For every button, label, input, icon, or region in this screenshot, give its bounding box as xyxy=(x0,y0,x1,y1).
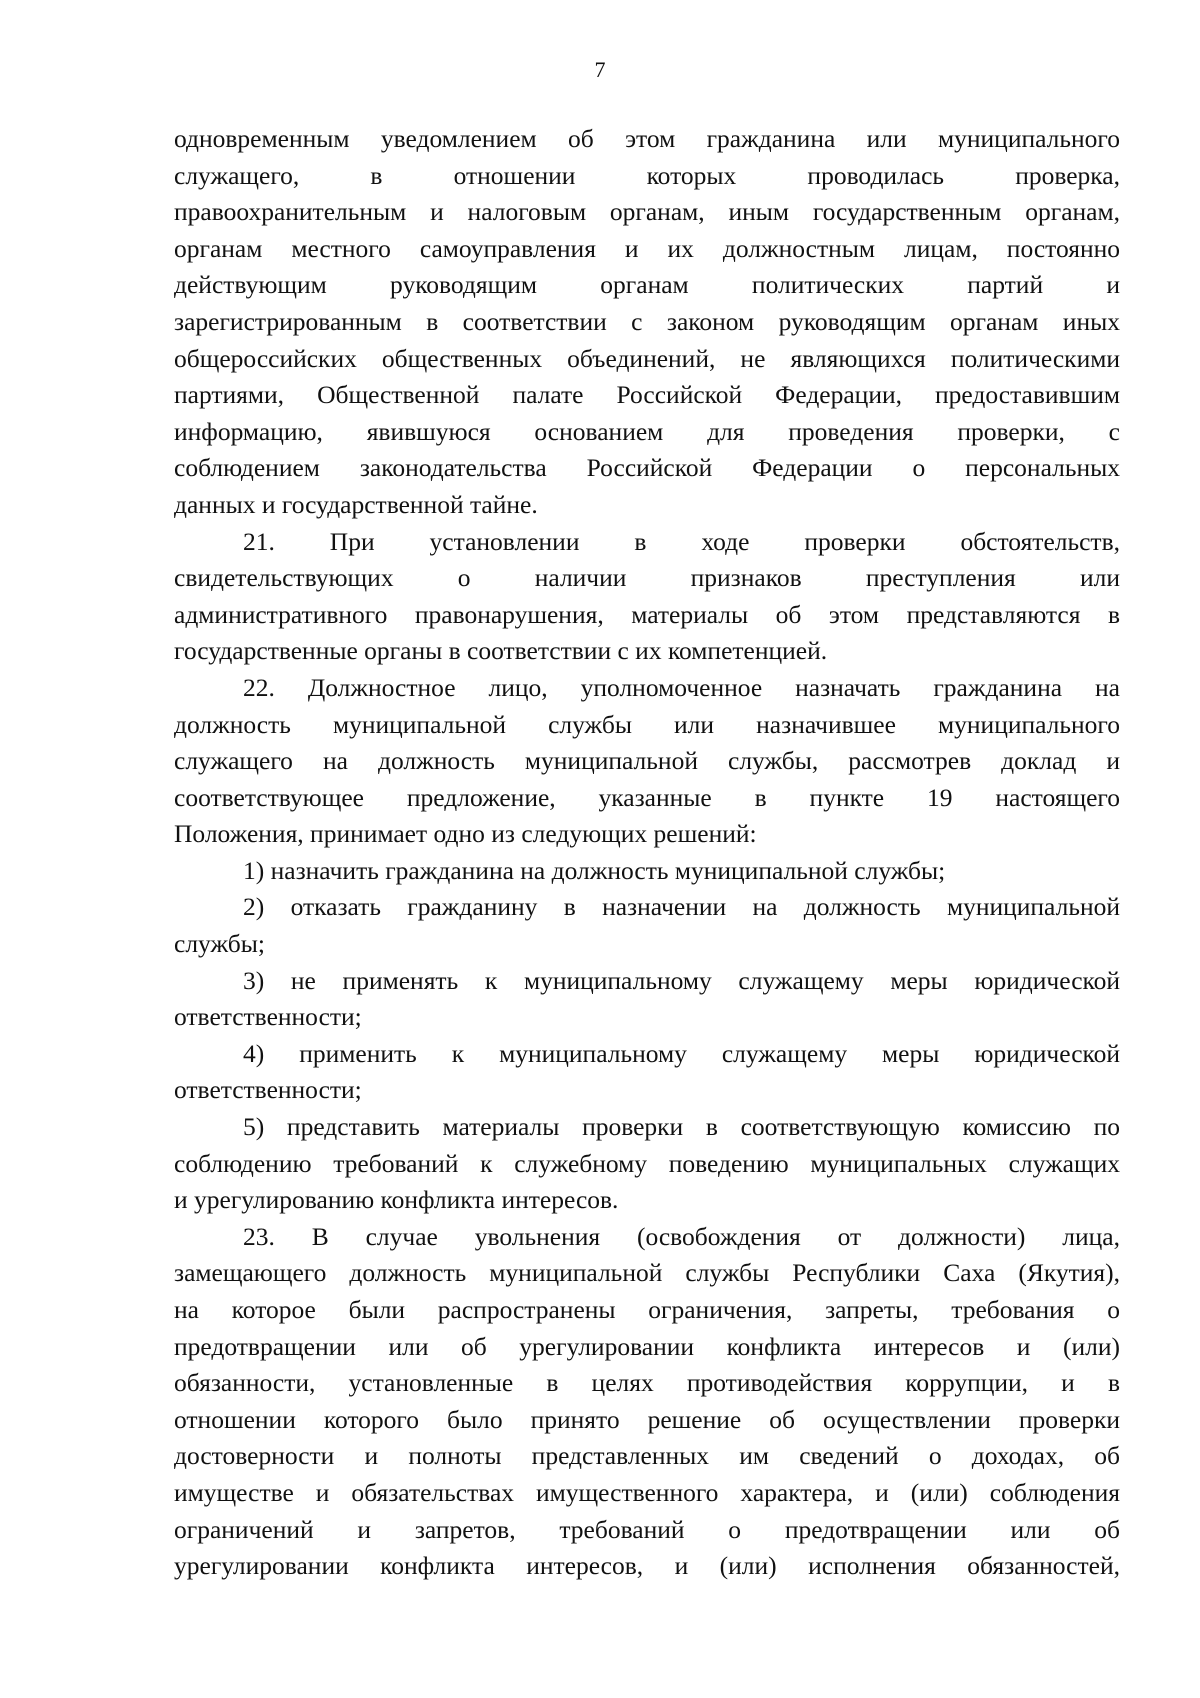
text-line: соответствующее предложение, указанные в пункте 19 настоящего xyxy=(174,782,1120,812)
text-line: 21. При установлении в ходе проверки обстоятельств, xyxy=(243,526,1120,556)
text-line: партиями, Общественной палате Российской Федерации, предоставившим xyxy=(174,380,1120,410)
text-line: органам местного самоуправления и их должностным лицам, постоянно xyxy=(174,233,1120,263)
paragraph-item-22-2 xyxy=(174,889,1120,962)
text-line: достоверности и полноты представленных им сведений о доходах, об xyxy=(174,1441,1120,1471)
paragraph-item-22 xyxy=(174,670,1120,853)
text-line: предотвращении или об урегулировании конфликта интересов и (или) xyxy=(174,1331,1120,1361)
text-line: имуществе и обязательствах имущественного характера, и (или) соблюдения xyxy=(174,1477,1120,1507)
text-line: должность муниципальной службы или назначившее муниципального xyxy=(174,709,1120,739)
text-line: государственные органы в соответствии с их компетенцией. xyxy=(174,636,828,666)
page-number: 7 xyxy=(594,57,606,82)
text-line: 23. В случае увольнения (освобождения от должности) лица, xyxy=(243,1221,1120,1251)
paragraph-item-22-4 xyxy=(174,1036,1120,1109)
text-line: свидетельствующих о наличии признаков преступления или xyxy=(174,563,1120,593)
text-line: ответственности; xyxy=(174,1075,362,1105)
text-line: правоохранительным и налоговым органам, иным государственным органам, xyxy=(174,197,1120,227)
text-line: 2) отказать гражданину в назначении на должность муниципальной xyxy=(243,892,1120,922)
paragraph-item-21 xyxy=(174,524,1120,670)
text-line: 4) применить к муниципальному служащему меры юридической xyxy=(243,1038,1120,1068)
text-line: обязанности, установленные в целях противодействия коррупции, и в xyxy=(174,1368,1120,1398)
text-line: Положения, принимает одно из следующих решений: xyxy=(174,819,757,849)
text-line: 22. Должностное лицо, уполномоченное назначать гражданина на xyxy=(243,672,1120,702)
text-line: урегулировании конфликта интересов, и (или) исполнения обязанностей, xyxy=(174,1551,1120,1581)
text-line: административного правонарушения, материалы об этом представляются в xyxy=(174,599,1120,629)
text-line: 3) не применять к муниципальному служащему меры юридической xyxy=(243,965,1120,995)
paragraph-item-22-5 xyxy=(174,1109,1120,1219)
paragraph-continuation xyxy=(174,121,1120,524)
text-line: замещающего должность муниципальной службы Республики Саха (Якутия), xyxy=(174,1258,1120,1288)
text-line: 5) представить материалы проверки в соответствующую комиссию по xyxy=(243,1112,1120,1142)
text-line: на которое были распространены ограничения, запреты, требования о xyxy=(174,1295,1120,1324)
text-line: служащего на должность муниципальной службы, рассмотрев доклад и xyxy=(174,746,1120,776)
text-line: ограничений и запретов, требований о предотвращении или об xyxy=(174,1514,1120,1544)
text-line: действующим руководящим органам политических партий и xyxy=(174,270,1120,300)
text-line: общероссийских общественных объединений, не являющихся политическими xyxy=(174,343,1120,373)
text-line: служащего, в отношении которых проводилась проверка, xyxy=(174,160,1120,190)
document-body xyxy=(174,121,1120,1585)
text-line: соблюдением законодательства Российской Федерации о персональных xyxy=(174,453,1120,483)
text-line: одновременным уведомлением об этом гражданина или муниципального xyxy=(174,124,1120,153)
text-line: отношении которого было принято решение об осуществлении проверки xyxy=(174,1404,1120,1434)
text-line: соблюдению требований к служебному поведению муниципальных служащих xyxy=(174,1148,1120,1178)
paragraph-item-22-1 xyxy=(174,853,1120,890)
text-line: и урегулированию конфликта интересов. xyxy=(174,1185,619,1215)
text-line: информацию, явившуюся основанием для проведения проверки, с xyxy=(174,416,1120,446)
text-line: 1) назначить гражданина на должность муниципальной службы; xyxy=(243,855,946,885)
text-line: зарегистрированным в соответствии с законом руководящим органам иных xyxy=(174,306,1120,336)
text-line: ответственности; xyxy=(174,1002,362,1032)
text-line: данных и государственной тайне. xyxy=(174,489,538,519)
paragraph-item-23 xyxy=(174,1219,1120,1585)
paragraph-item-22-3 xyxy=(174,963,1120,1036)
text-line: службы; xyxy=(174,929,265,959)
